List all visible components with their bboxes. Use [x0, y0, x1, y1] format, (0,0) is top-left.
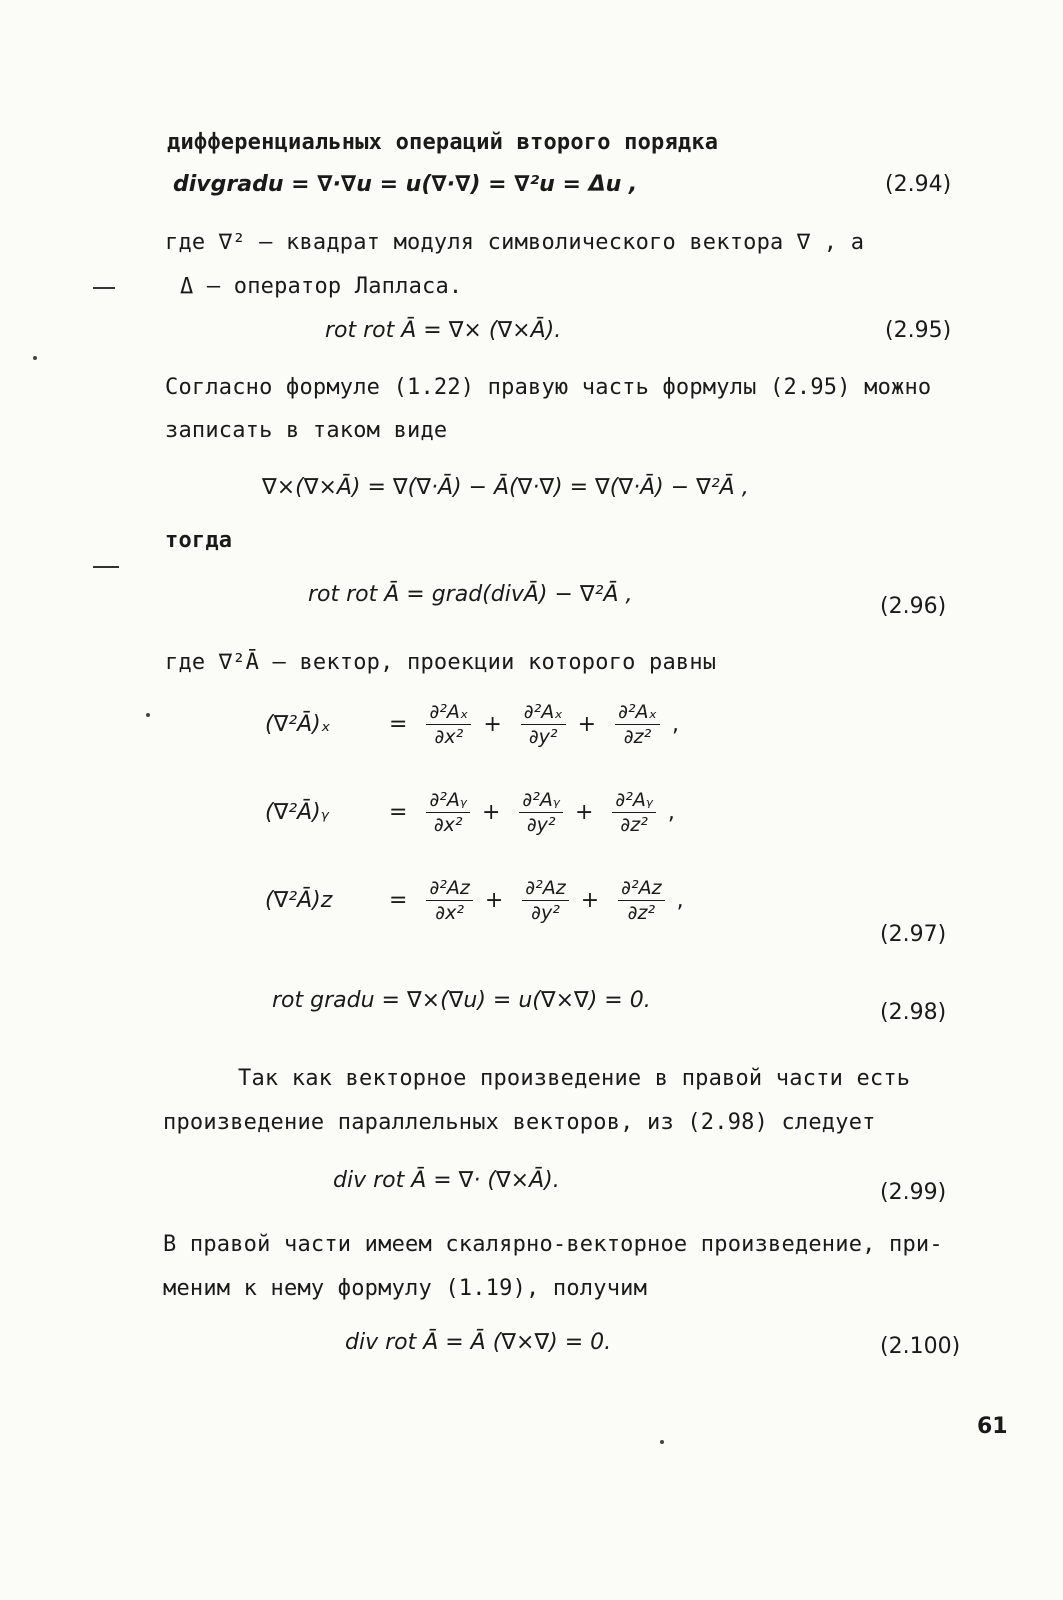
scan-speck	[660, 1440, 664, 1444]
fraction-dzz: $\frac{\text{∂²Az}}{\text{∂z²}}$	[618, 876, 664, 925]
paragraph-3-line-2: меним к нему формулу (1.19), получим	[163, 1276, 648, 1301]
component-x: (∇²Ā)ₓ = $\frac{\text{∂²Aₓ}}{\text{∂x²}}$ + $\frac{\text{∂²Aₓ}}{\text{∂y²}}$ + $\frac{\text{∂²Aₓ}}{\text{∂z²}}$ ,	[265, 701, 679, 748]
equation-2-100: div rot Ā = Ā (∇×∇) = 0.	[345, 1330, 612, 1355]
paragraph-1-line-1: Согласно формуле (1.22) правую часть формулы (2.95) можно	[165, 375, 932, 400]
equation-number-2-99: (2.99)	[880, 1180, 947, 1205]
fraction-dxx: $\frac{\text{∂²Aₓ}}{\text{∂x²}}$	[426, 700, 471, 749]
fraction-dyy: $\frac{\text{∂²Aᵧ}}{\text{∂y²}}$	[519, 788, 563, 837]
then-word: тогда	[165, 528, 233, 553]
equation-2-98: rot gradu = ∇×(∇u) = u(∇×∇) = 0.	[272, 988, 651, 1013]
equation-number-2-96: (2.96)	[880, 594, 947, 619]
component-lhs: (∇²Ā)ᵧ	[265, 800, 329, 825]
paragraph-2-line-1: Так как векторное произведение в правой части есть	[238, 1066, 911, 1091]
laplace-line: Δ – оператор Лапласа.	[180, 274, 463, 299]
equation-number-2-100: (2.100)	[880, 1334, 961, 1359]
where-line-2: где ∇²Ā – вектор, проекции которого равны	[165, 650, 717, 675]
component-z: (∇²Ā)z = $\frac{\text{∂²Az}}{\text{∂x²}}$ + $\frac{\text{∂²Az}}{\text{∂y²}}$ + $\frac{\text{∂²Az}}{\text{∂z²}}$ ,	[265, 877, 684, 924]
equation-number-2-97: (2.97)	[880, 922, 947, 947]
paragraph-3-line-1: В правой части имеем скалярно-векторное произведение, при-	[163, 1232, 943, 1257]
margin-dash-1	[93, 287, 115, 289]
component-y: (∇²Ā)ᵧ = $\frac{\text{∂²Aᵧ}}{\text{∂x²}}$ + $\frac{\text{∂²Aᵧ}}{\text{∂y²}}$ + $\frac{\text{∂²Aᵧ}}{\text{∂z²}}$ ,	[265, 789, 675, 836]
component-lhs: (∇²Ā)ₓ	[265, 712, 331, 737]
equation-2-96: rot rot Ā = grad(divĀ) − ∇²Ā ,	[308, 582, 633, 607]
equation-2-95: rot rot Ā = ∇× (∇×Ā).	[325, 318, 562, 343]
fraction-dyy: $\frac{\text{∂²Aₓ}}{\text{∂y²}}$	[521, 700, 566, 749]
page-number: 61	[977, 1414, 1008, 1439]
fraction-dyy: $\frac{\text{∂²Az}}{\text{∂y²}}$	[522, 876, 568, 925]
fraction-dzz: $\frac{\text{∂²Aₓ}}{\text{∂z²}}$	[615, 700, 660, 749]
equation-number-2-95: (2.95)	[885, 318, 952, 343]
equation-number-2-98: (2.98)	[880, 1000, 947, 1025]
header-line: дифференциальных операций второго порядка	[167, 130, 719, 155]
margin-dash-2	[93, 566, 119, 568]
margin-dot	[146, 713, 150, 717]
margin-mark	[33, 356, 37, 360]
paragraph-1-line-2: записать в таком виде	[165, 418, 448, 443]
where-line-1: где ∇² – квадрат модуля символического вектора ∇ , а	[165, 230, 865, 255]
equation-2-94: divgradu = ∇·∇u = u(∇·∇) = ∇²u = Δu ,	[173, 172, 638, 197]
fraction-dzz: $\frac{\text{∂²Aᵧ}}{\text{∂z²}}$	[612, 788, 656, 837]
component-lhs: (∇²Ā)z	[265, 888, 333, 913]
paragraph-2-line-2: произведение параллельных векторов, из (2.98) следует	[163, 1110, 876, 1135]
fraction-dxx: $\frac{\text{∂²Az}}{\text{∂x²}}$	[426, 876, 472, 925]
fraction-dxx: $\frac{\text{∂²Aᵧ}}{\text{∂x²}}$	[426, 788, 470, 837]
equation-2-99: div rot Ā = ∇· (∇×Ā).	[333, 1168, 560, 1193]
equation-number-2-94: (2.94)	[885, 172, 952, 197]
equation-expansion: ∇×(∇×Ā) = ∇(∇·Ā) − Ā(∇·∇) = ∇(∇·Ā) − ∇²Ā ,	[262, 475, 749, 500]
